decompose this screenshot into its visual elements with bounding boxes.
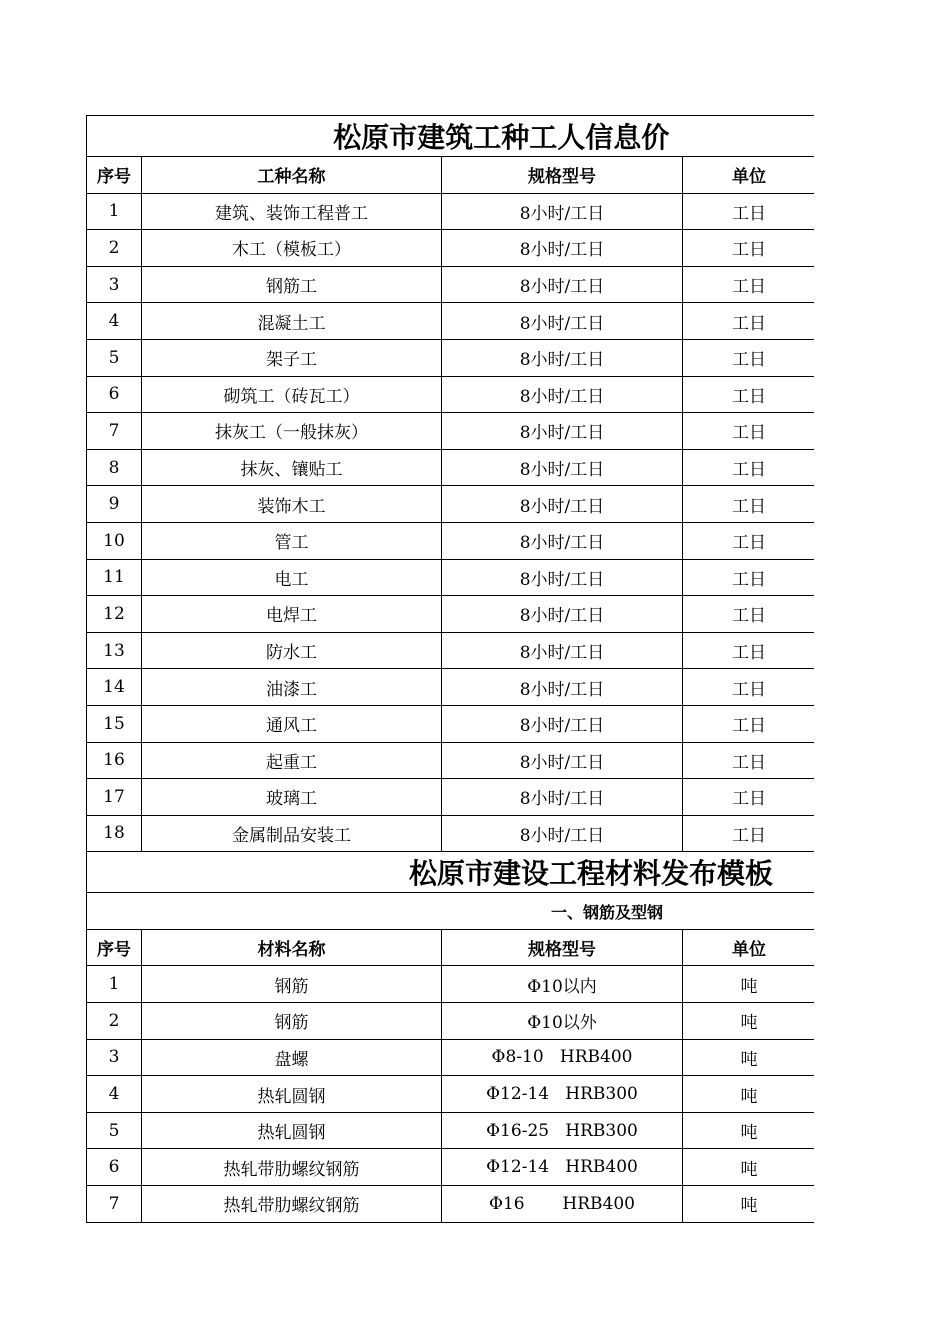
cell-spec: 8小时/工日 bbox=[442, 193, 683, 230]
cell-index: 5 bbox=[87, 1112, 142, 1149]
cell-name: 起重工 bbox=[142, 742, 442, 779]
header-spec: 规格型号 bbox=[442, 929, 683, 966]
cell-unit: 工日 bbox=[683, 303, 815, 340]
labor-table-row bbox=[87, 339, 815, 376]
labor-table-row bbox=[87, 230, 815, 267]
cell-unit: 工日 bbox=[683, 193, 815, 230]
cell-name: 钢筋 bbox=[142, 1003, 442, 1040]
cell-name: 钢筋工 bbox=[142, 266, 442, 303]
cell-unit: 工日 bbox=[683, 559, 815, 596]
materials-header-row bbox=[87, 929, 815, 966]
cell-name: 热轧带肋螺纹钢筋 bbox=[142, 1149, 442, 1186]
cell-spec: 8小时/工日 bbox=[442, 303, 683, 340]
cell-index: 9 bbox=[87, 486, 142, 523]
cell-name: 电工 bbox=[142, 559, 442, 596]
cell-unit: 工日 bbox=[683, 632, 815, 669]
cell-index: 4 bbox=[87, 303, 142, 340]
materials-table-row bbox=[87, 1076, 815, 1113]
cell-unit: 工日 bbox=[683, 376, 815, 413]
materials-table-row bbox=[87, 1112, 815, 1149]
cell-spec: 8小时/工日 bbox=[442, 522, 683, 559]
cell-unit: 吨 bbox=[683, 1112, 815, 1149]
spreadsheet bbox=[86, 115, 814, 1223]
cell-unit: 工日 bbox=[683, 449, 815, 486]
cell-index: 12 bbox=[87, 596, 142, 633]
price-table bbox=[86, 115, 814, 1223]
labor-table-row bbox=[87, 449, 815, 486]
cell-unit: 吨 bbox=[683, 1076, 815, 1113]
cell-index: 11 bbox=[87, 559, 142, 596]
cell-unit: 工日 bbox=[683, 596, 815, 633]
cell-name: 热轧圆钢 bbox=[142, 1112, 442, 1149]
materials-table-row bbox=[87, 1186, 815, 1223]
cell-name: 盘螺 bbox=[142, 1039, 442, 1076]
cell-index: 14 bbox=[87, 669, 142, 706]
cell-index: 2 bbox=[87, 1003, 142, 1040]
header-index: 序号 bbox=[87, 929, 142, 966]
header-unit: 单位 bbox=[683, 157, 815, 194]
cell-unit: 工日 bbox=[683, 486, 815, 523]
materials-table-row bbox=[87, 966, 815, 1003]
cell-unit: 工日 bbox=[683, 669, 815, 706]
cell-spec: Φ10以外 bbox=[442, 1003, 683, 1040]
cell-unit: 工日 bbox=[683, 230, 815, 267]
labor-table-row bbox=[87, 376, 815, 413]
cell-unit: 工日 bbox=[683, 266, 815, 303]
cell-spec: 8小时/工日 bbox=[442, 815, 683, 852]
cell-spec: 8小时/工日 bbox=[442, 779, 683, 816]
cell-unit: 工日 bbox=[683, 742, 815, 779]
header-unit: 单位 bbox=[683, 929, 815, 966]
cell-index: 7 bbox=[87, 1186, 142, 1223]
cell-spec: Φ12-14 HRB300 bbox=[442, 1076, 683, 1113]
labor-header-row bbox=[87, 157, 815, 194]
cell-name: 电焊工 bbox=[142, 596, 442, 633]
labor-table-row bbox=[87, 413, 815, 450]
labor-table-row bbox=[87, 705, 815, 742]
cell-name: 砌筑工（砖瓦工） bbox=[142, 376, 442, 413]
cell-name: 抹灰、镶贴工 bbox=[142, 449, 442, 486]
section-heading: 一、钢筋及型钢 bbox=[87, 893, 815, 930]
materials-table-row bbox=[87, 1149, 815, 1186]
cell-index: 1 bbox=[87, 193, 142, 230]
cell-spec: Φ16 HRB400 bbox=[442, 1186, 683, 1223]
cell-unit: 吨 bbox=[683, 1039, 815, 1076]
cell-index: 16 bbox=[87, 742, 142, 779]
cell-name: 钢筋 bbox=[142, 966, 442, 1003]
cell-unit: 工日 bbox=[683, 413, 815, 450]
cell-spec: 8小时/工日 bbox=[442, 596, 683, 633]
cell-index: 15 bbox=[87, 705, 142, 742]
labor-table-row bbox=[87, 815, 815, 852]
header-spec: 规格型号 bbox=[442, 157, 683, 194]
cell-spec: 8小时/工日 bbox=[442, 230, 683, 267]
cell-spec: 8小时/工日 bbox=[442, 559, 683, 596]
cell-name: 金属制品安装工 bbox=[142, 815, 442, 852]
cell-index: 7 bbox=[87, 413, 142, 450]
materials-table-row bbox=[87, 1003, 815, 1040]
cell-name: 装饰木工 bbox=[142, 486, 442, 523]
cell-name: 管工 bbox=[142, 522, 442, 559]
header-index: 序号 bbox=[87, 157, 142, 194]
cell-name: 木工（模板工） bbox=[142, 230, 442, 267]
cell-index: 1 bbox=[87, 966, 142, 1003]
cell-index: 8 bbox=[87, 449, 142, 486]
cell-spec: 8小时/工日 bbox=[442, 486, 683, 523]
cell-spec: 8小时/工日 bbox=[442, 632, 683, 669]
labor-table-row bbox=[87, 559, 815, 596]
cell-index: 6 bbox=[87, 1149, 142, 1186]
labor-table-row bbox=[87, 669, 815, 706]
materials-title: 松原市建设工程材料发布模板 bbox=[87, 852, 815, 893]
cell-spec: 8小时/工日 bbox=[442, 266, 683, 303]
labor-table-row bbox=[87, 303, 815, 340]
cell-unit: 吨 bbox=[683, 1186, 815, 1223]
cell-spec: Φ8-10 HRB400 bbox=[442, 1039, 683, 1076]
cell-spec: 8小时/工日 bbox=[442, 705, 683, 742]
cell-unit: 工日 bbox=[683, 705, 815, 742]
cell-spec: Φ10以内 bbox=[442, 966, 683, 1003]
labor-title: 松原市建筑工种工人信息价 bbox=[87, 116, 815, 157]
cell-index: 18 bbox=[87, 815, 142, 852]
cell-index: 4 bbox=[87, 1076, 142, 1113]
cell-spec: 8小时/工日 bbox=[442, 376, 683, 413]
cell-unit: 工日 bbox=[683, 522, 815, 559]
labor-table-row bbox=[87, 266, 815, 303]
cell-spec: Φ16-25 HRB300 bbox=[442, 1112, 683, 1149]
cell-spec: 8小时/工日 bbox=[442, 339, 683, 376]
cell-index: 3 bbox=[87, 1039, 142, 1076]
materials-table-row bbox=[87, 1039, 815, 1076]
cell-index: 6 bbox=[87, 376, 142, 413]
cell-index: 5 bbox=[87, 339, 142, 376]
cell-unit: 吨 bbox=[683, 1149, 815, 1186]
cell-index: 3 bbox=[87, 266, 142, 303]
labor-table-row bbox=[87, 632, 815, 669]
cell-name: 热轧带肋螺纹钢筋 bbox=[142, 1186, 442, 1223]
cell-spec: Φ12-14 HRB400 bbox=[442, 1149, 683, 1186]
cell-index: 17 bbox=[87, 779, 142, 816]
labor-table-row bbox=[87, 522, 815, 559]
cell-spec: 8小时/工日 bbox=[442, 669, 683, 706]
cell-index: 13 bbox=[87, 632, 142, 669]
cell-name: 热轧圆钢 bbox=[142, 1076, 442, 1113]
cell-name: 混凝土工 bbox=[142, 303, 442, 340]
header-material-name: 材料名称 bbox=[142, 929, 442, 966]
labor-table-row bbox=[87, 596, 815, 633]
labor-table-row bbox=[87, 193, 815, 230]
labor-table-row bbox=[87, 486, 815, 523]
cell-spec: 8小时/工日 bbox=[442, 742, 683, 779]
cell-unit: 工日 bbox=[683, 339, 815, 376]
cell-unit: 工日 bbox=[683, 815, 815, 852]
cell-index: 2 bbox=[87, 230, 142, 267]
header-trade-name: 工种名称 bbox=[142, 157, 442, 194]
cell-name: 架子工 bbox=[142, 339, 442, 376]
cell-spec: 8小时/工日 bbox=[442, 413, 683, 450]
labor-table-row bbox=[87, 779, 815, 816]
cell-unit: 吨 bbox=[683, 1003, 815, 1040]
cell-name: 抹灰工（一般抹灰） bbox=[142, 413, 442, 450]
cell-name: 油漆工 bbox=[142, 669, 442, 706]
cell-unit: 吨 bbox=[683, 966, 815, 1003]
labor-table-row bbox=[87, 742, 815, 779]
cell-name: 玻璃工 bbox=[142, 779, 442, 816]
cell-unit: 工日 bbox=[683, 779, 815, 816]
cell-name: 防水工 bbox=[142, 632, 442, 669]
cell-name: 建筑、装饰工程普工 bbox=[142, 193, 442, 230]
cell-spec: 8小时/工日 bbox=[442, 449, 683, 486]
cell-name: 通风工 bbox=[142, 705, 442, 742]
cell-index: 10 bbox=[87, 522, 142, 559]
